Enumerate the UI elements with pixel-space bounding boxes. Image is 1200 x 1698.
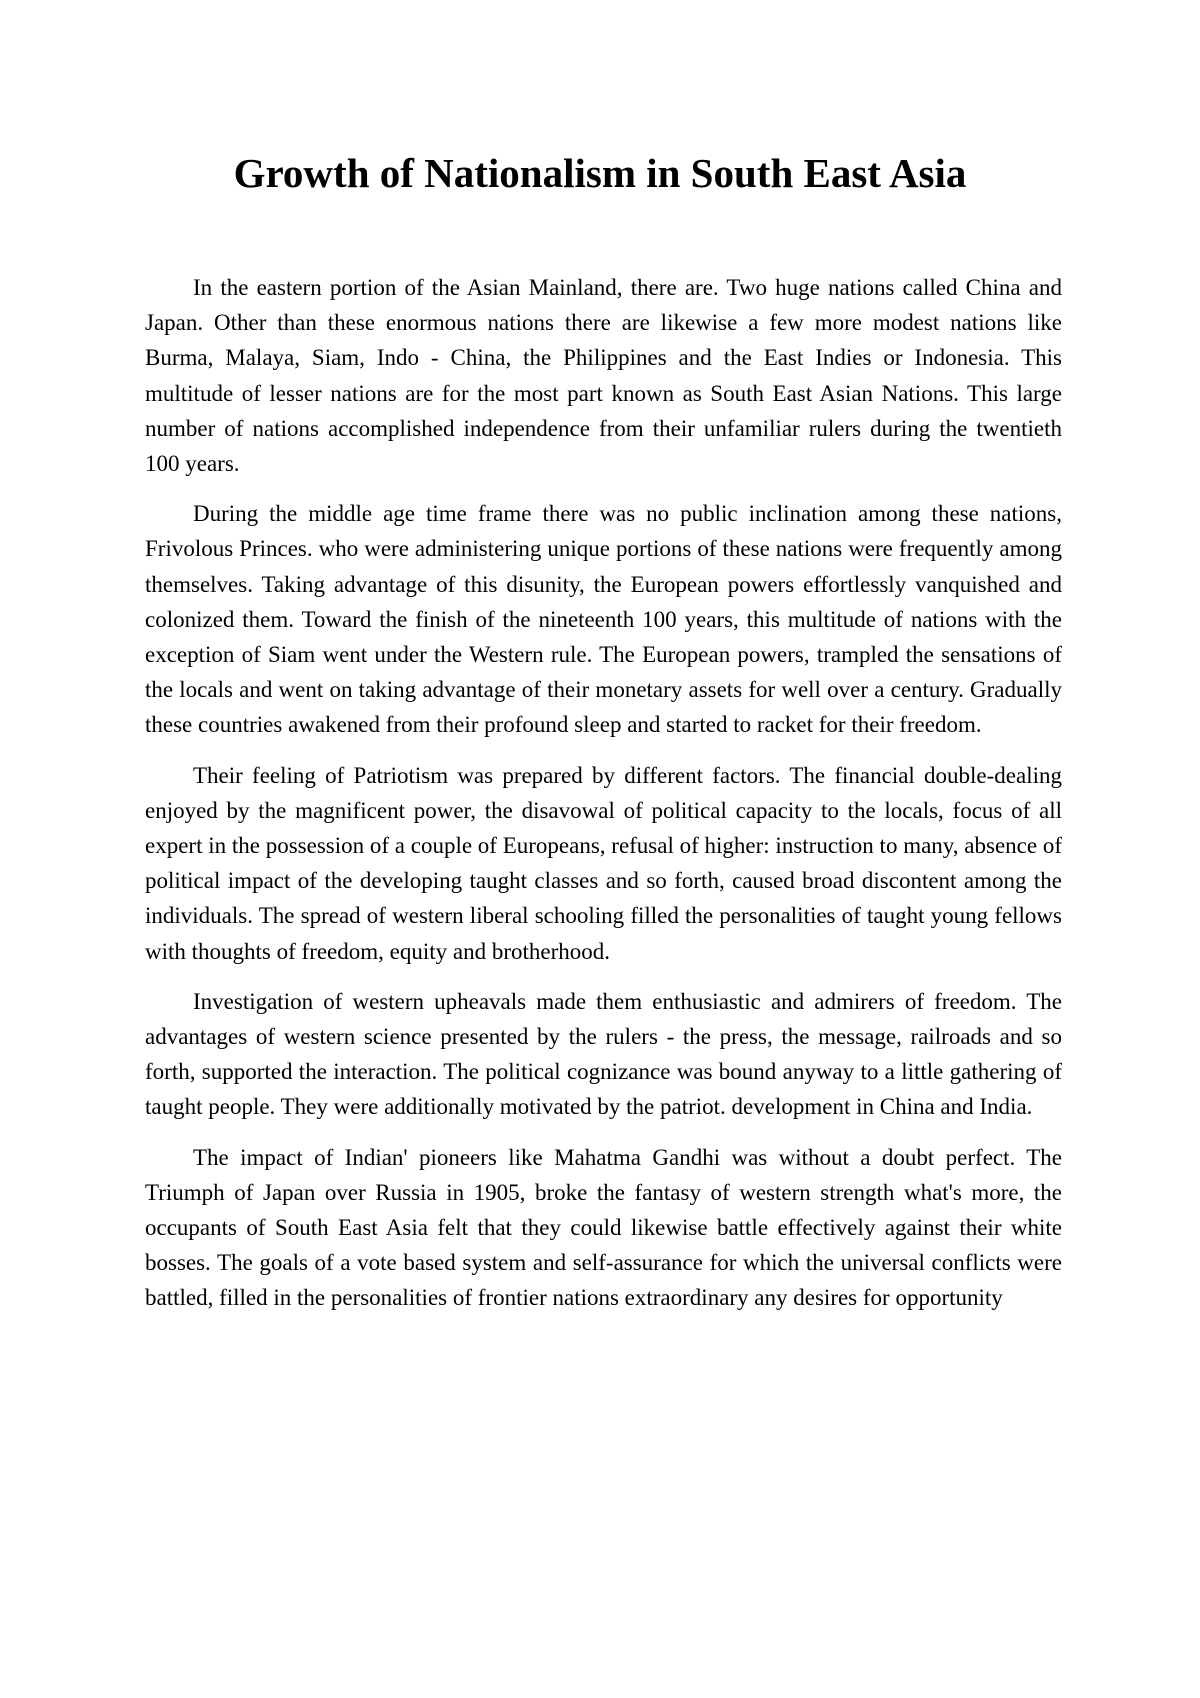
paragraph: The impact of Indian' pioneers like Mahatma Gandhi was without a doubt perfect. The Triumph of Japan over Russia in 1905, broke the fantasy of western strength what's more, the occupants of South East Asia felt that they could likewise battle effectively against their white bosses. The goals of a vote based system and self-assurance for which the universal conflicts were battled, filled in the personalities of frontier nations extraordinary any desires for opportunity [145,1144,1062,1311]
paragraph: Investigation of western upheavals made them enthusiastic and admirers of freedom. The advantages of western science presented by the rulers - the press, the message, railroads and so forth, supported the interaction. The political cognizance was bound anyway to a little gathering of taught people. They were additionally motivated by the patriot. development in China and India. [145,988,1062,1120]
paragraph: Their feeling of Patriotism was prepared by different factors. The financial double-dealing enjoyed by the magnificent power, the disavowal of political capacity to the locals, focus of all expert in the possession of a couple of Europeans, refusal of higher: instruction to many, absence of political impact of the developing taught classes and so forth, caused broad discontent among the individuals. The spread of western liberal schooling filled the personalities of taught young fellows with thoughts of freedom, equity and brotherhood. [145,762,1062,964]
paragraph: During the middle age time frame there was no public inclination among these nations, Frivolous Princes. who were administering unique portions of these nations were frequently among themselves. Taking advantage of this disunity, the European powers effortlessly vanquished and colonized them. Toward the finish of the nineteenth 100 years, this multitude of nations with the exception of Siam went under the Western rule. The European powers, trampled the sensations of the locals and went on taking advantage of their monetary assets for well over a century. Gradually these countries awakened from their profound sleep and started to racket for their freedom. [145,501,1062,738]
document-title: Growth of Nationalism in South East Asia [233,150,967,196]
document-body [145,270,1062,1331]
paragraph: In the eastern portion of the Asian Mainland, there are. Two huge nations called China and Japan. Other than these enormous nations there are likewise a few more modest nations like Burma, Malaya, Siam, Indo - China, the Philippines and the East Indies or Indonesia. This multitude of lesser nations are for the most part known as South East Asian Nations. This large number of nations accomplished independence from their unfamiliar rulers during the twentieth 100 years. [145,275,1062,477]
